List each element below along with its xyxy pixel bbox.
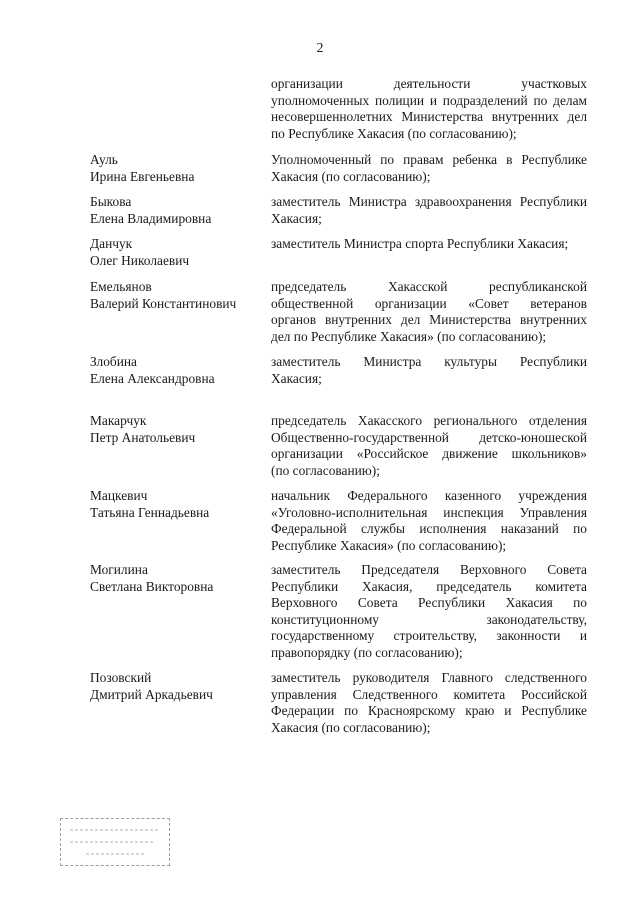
member-given-names: Елена Александровна bbox=[90, 370, 215, 386]
member-name bbox=[90, 194, 260, 227]
role-line: Хакасия (по согласованию); bbox=[271, 719, 431, 735]
member-surname: Мацкевич bbox=[90, 488, 148, 503]
member-name bbox=[90, 152, 260, 185]
role-line: общественной организации «Совет ветеранов bbox=[271, 295, 587, 311]
intro-line: организации деятельности участковых bbox=[271, 76, 587, 91]
member-surname: Ауль bbox=[90, 152, 118, 167]
member-role bbox=[271, 670, 587, 736]
role-line: Федеральной службы исполнения наказаний по bbox=[271, 521, 587, 536]
member-name bbox=[90, 488, 260, 521]
role-line: председатель Хакасского регионального отделения bbox=[271, 413, 587, 428]
role-line: Хакасия (по согласованию); bbox=[271, 168, 431, 184]
role-line: председатель Хакасской республиканской bbox=[271, 279, 587, 294]
role-line: Уполномоченный по правам ребенка в Республике bbox=[271, 152, 587, 167]
registration-stamp bbox=[60, 818, 170, 866]
role-line: заместитель Председателя Верховного Совета bbox=[271, 562, 587, 577]
member-role bbox=[271, 194, 587, 227]
member-role bbox=[271, 152, 587, 185]
member-given-names: Елена Владимировна bbox=[90, 210, 212, 226]
role-line: начальник Федерального казенного учреждения bbox=[271, 488, 587, 503]
member-surname: Данчук bbox=[90, 236, 133, 251]
intro-paragraph bbox=[271, 76, 587, 142]
role-line: органов внутренних дел Министерства внутренних bbox=[271, 312, 587, 327]
member-given-names: Олег Николаевич bbox=[90, 252, 190, 268]
member-given-names: Дмитрий Аркадьевич bbox=[90, 686, 213, 702]
role-line: Республике Хакасия» (по согласованию); bbox=[271, 537, 507, 553]
role-line: управления Следственного комитета Российской bbox=[271, 686, 587, 702]
role-line: «Уголовно-исполнительная инспекция Управления bbox=[271, 504, 587, 520]
member-name bbox=[90, 236, 260, 269]
member-name bbox=[90, 562, 260, 595]
role-line: правопорядку (по согласованию); bbox=[271, 644, 463, 660]
role-line: заместитель Министра культуры Республики bbox=[271, 354, 587, 369]
role-line: (по согласованию); bbox=[271, 462, 380, 478]
member-role bbox=[271, 279, 587, 345]
role-line: заместитель Министра здравоохранения Республики bbox=[271, 194, 587, 209]
member-surname: Могилина bbox=[90, 562, 148, 577]
role-line: Хакасия; bbox=[271, 370, 322, 386]
member-role bbox=[271, 236, 587, 253]
member-role bbox=[271, 413, 587, 479]
member-name bbox=[90, 354, 260, 387]
stamp-scribble bbox=[66, 822, 164, 862]
member-given-names: Петр Анатольевич bbox=[90, 429, 196, 445]
member-role bbox=[271, 562, 587, 661]
intro-line: по Республике Хакасия (по согласованию); bbox=[271, 125, 517, 141]
role-line: организации «Российское движение школьников» bbox=[271, 446, 587, 461]
member-role bbox=[271, 488, 587, 554]
member-name bbox=[90, 670, 260, 703]
role-line: конституционному законодательству, bbox=[271, 611, 587, 627]
role-line: Федерации по Красноярскому краю и Республике bbox=[271, 703, 587, 718]
member-given-names: Ирина Евгеньевна bbox=[90, 168, 195, 184]
member-given-names: Татьяна Геннадьевна bbox=[90, 504, 210, 520]
member-surname: Быкова bbox=[90, 194, 132, 209]
member-surname: Злобина bbox=[90, 354, 137, 369]
intro-line: уполномоченных полиции и подразделений по делам bbox=[271, 92, 587, 108]
role-line: Хакасия; bbox=[271, 210, 322, 226]
member-surname: Позовский bbox=[90, 670, 152, 685]
intro-line: несовершеннолетних Министерства внутренних дел bbox=[271, 109, 587, 124]
role-line: государственному строительству, законности и bbox=[271, 628, 587, 643]
member-role bbox=[271, 354, 587, 387]
member-name bbox=[90, 279, 260, 312]
role-line: заместитель Министра спорта Республики Хакасия; bbox=[271, 236, 569, 251]
member-given-names: Валерий Константинович bbox=[90, 295, 237, 311]
page-number: 2 bbox=[316, 41, 324, 56]
member-surname: Емельянов bbox=[90, 279, 152, 294]
member-given-names: Светлана Викторовна bbox=[90, 578, 214, 594]
role-line: заместитель руководителя Главного следственного bbox=[271, 670, 587, 685]
role-line: Общественно-государственной детско-юношеской bbox=[271, 429, 587, 445]
member-surname: Макарчук bbox=[90, 413, 147, 428]
role-line: Республики Хакасия, председатель комитета bbox=[271, 578, 587, 594]
role-line: дел по Республике Хакасия» (по согласованию); bbox=[271, 328, 547, 344]
role-line: Верховного Совета Республики Хакасия по bbox=[271, 595, 587, 610]
member-name bbox=[90, 413, 260, 446]
